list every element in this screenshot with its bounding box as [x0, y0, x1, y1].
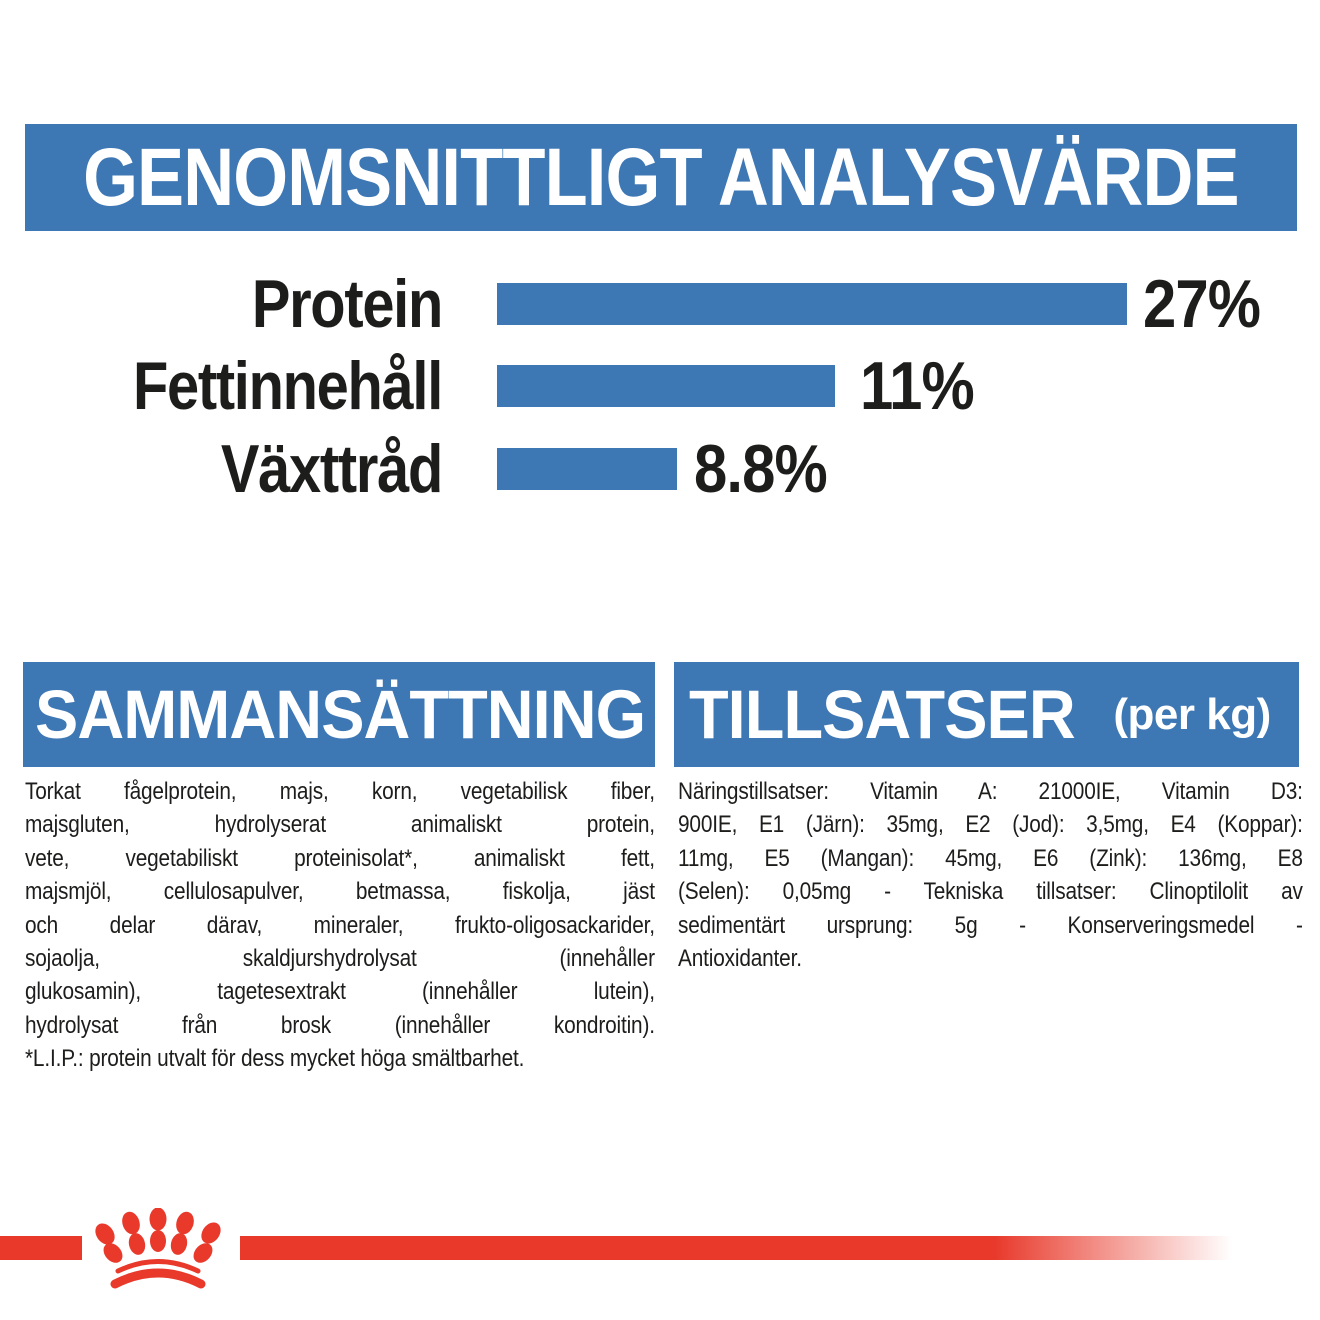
additives-title: TILLSATSER	[689, 676, 1075, 753]
analysis-header-title: GENOMSNITTLIGT ANALYSVÄRDE	[83, 132, 1239, 223]
bar-protein	[497, 283, 1127, 325]
composition-text	[25, 775, 655, 1076]
bar-value-fettinnehall: 11%	[860, 348, 974, 424]
analysis-header-banner	[25, 124, 1297, 231]
additives-title-suffix: (per kg)	[1113, 689, 1271, 739]
additives-banner	[674, 662, 1299, 767]
composition-line: och delar därav, mineraler, frukto-oligosackarider,	[25, 911, 655, 939]
composition-line: sojaolja, skaldjurshydrolysat (innehåller	[25, 945, 655, 973]
additives-line: sedimentärt ursprung: 5g - Konserveringsmedel -	[678, 911, 1303, 939]
bar-vaxttrad	[497, 448, 677, 490]
composition-line: glukosamin), tagetesextrakt (innehåller lutein),	[25, 978, 655, 1006]
composition-line: majsgluten, hydrolyserat animaliskt protein,	[25, 811, 655, 839]
additives-line: Antioxidanter.	[678, 945, 802, 973]
royal-canin-crown-icon	[88, 1208, 228, 1303]
additives-line: Näringstillsatser: Vitamin A: 21000IE, Vitamin D3:	[678, 778, 1303, 805]
red-band-right-fade	[240, 1236, 1232, 1260]
additives-line: 900IE, E1 (Järn): 35mg, E2 (Jod): 3,5mg, E4 (Koppar):	[678, 811, 1303, 839]
chart-row	[0, 266, 1320, 342]
composition-title: SAMMANSÄTTNING	[35, 676, 646, 753]
composition-footnote: *L.I.P.: protein utvalt för dess mycket höga smältbarhet.	[25, 1045, 525, 1073]
bar-fettinnehall	[497, 365, 835, 407]
bar-label-vaxttrad: Växttråd	[220, 431, 442, 507]
additives-line: 11mg, E5 (Mangan): 45mg, E6 (Zink): 136mg, E8	[678, 844, 1303, 872]
composition-line: hydrolysat från brosk (innehåller kondroitin).	[25, 1011, 655, 1039]
chart-row	[0, 431, 1320, 507]
additives-text	[678, 775, 1303, 975]
additives-line: (Selen): 0,05mg - Tekniska tillsatser: Clinoptilolit av	[678, 878, 1303, 906]
bar-value-vaxttrad: 8.8%	[694, 431, 827, 507]
composition-line: vete, vegetabiliskt proteinisolat*, animaliskt fett,	[25, 844, 655, 872]
bar-label-fettinnehall: Fettinnehåll	[132, 348, 442, 424]
composition-banner	[23, 662, 655, 767]
composition-line: Torkat fågelprotein, majs, korn, vegetabilisk fiber,	[25, 778, 655, 805]
composition-line: majsmjöl, cellulosapulver, betmassa, fiskolja, jäst	[25, 878, 655, 906]
bar-value-protein: 27%	[1143, 266, 1261, 342]
red-band-left	[0, 1236, 82, 1260]
bar-label-protein: Protein	[251, 266, 442, 342]
chart-row	[0, 348, 1320, 424]
